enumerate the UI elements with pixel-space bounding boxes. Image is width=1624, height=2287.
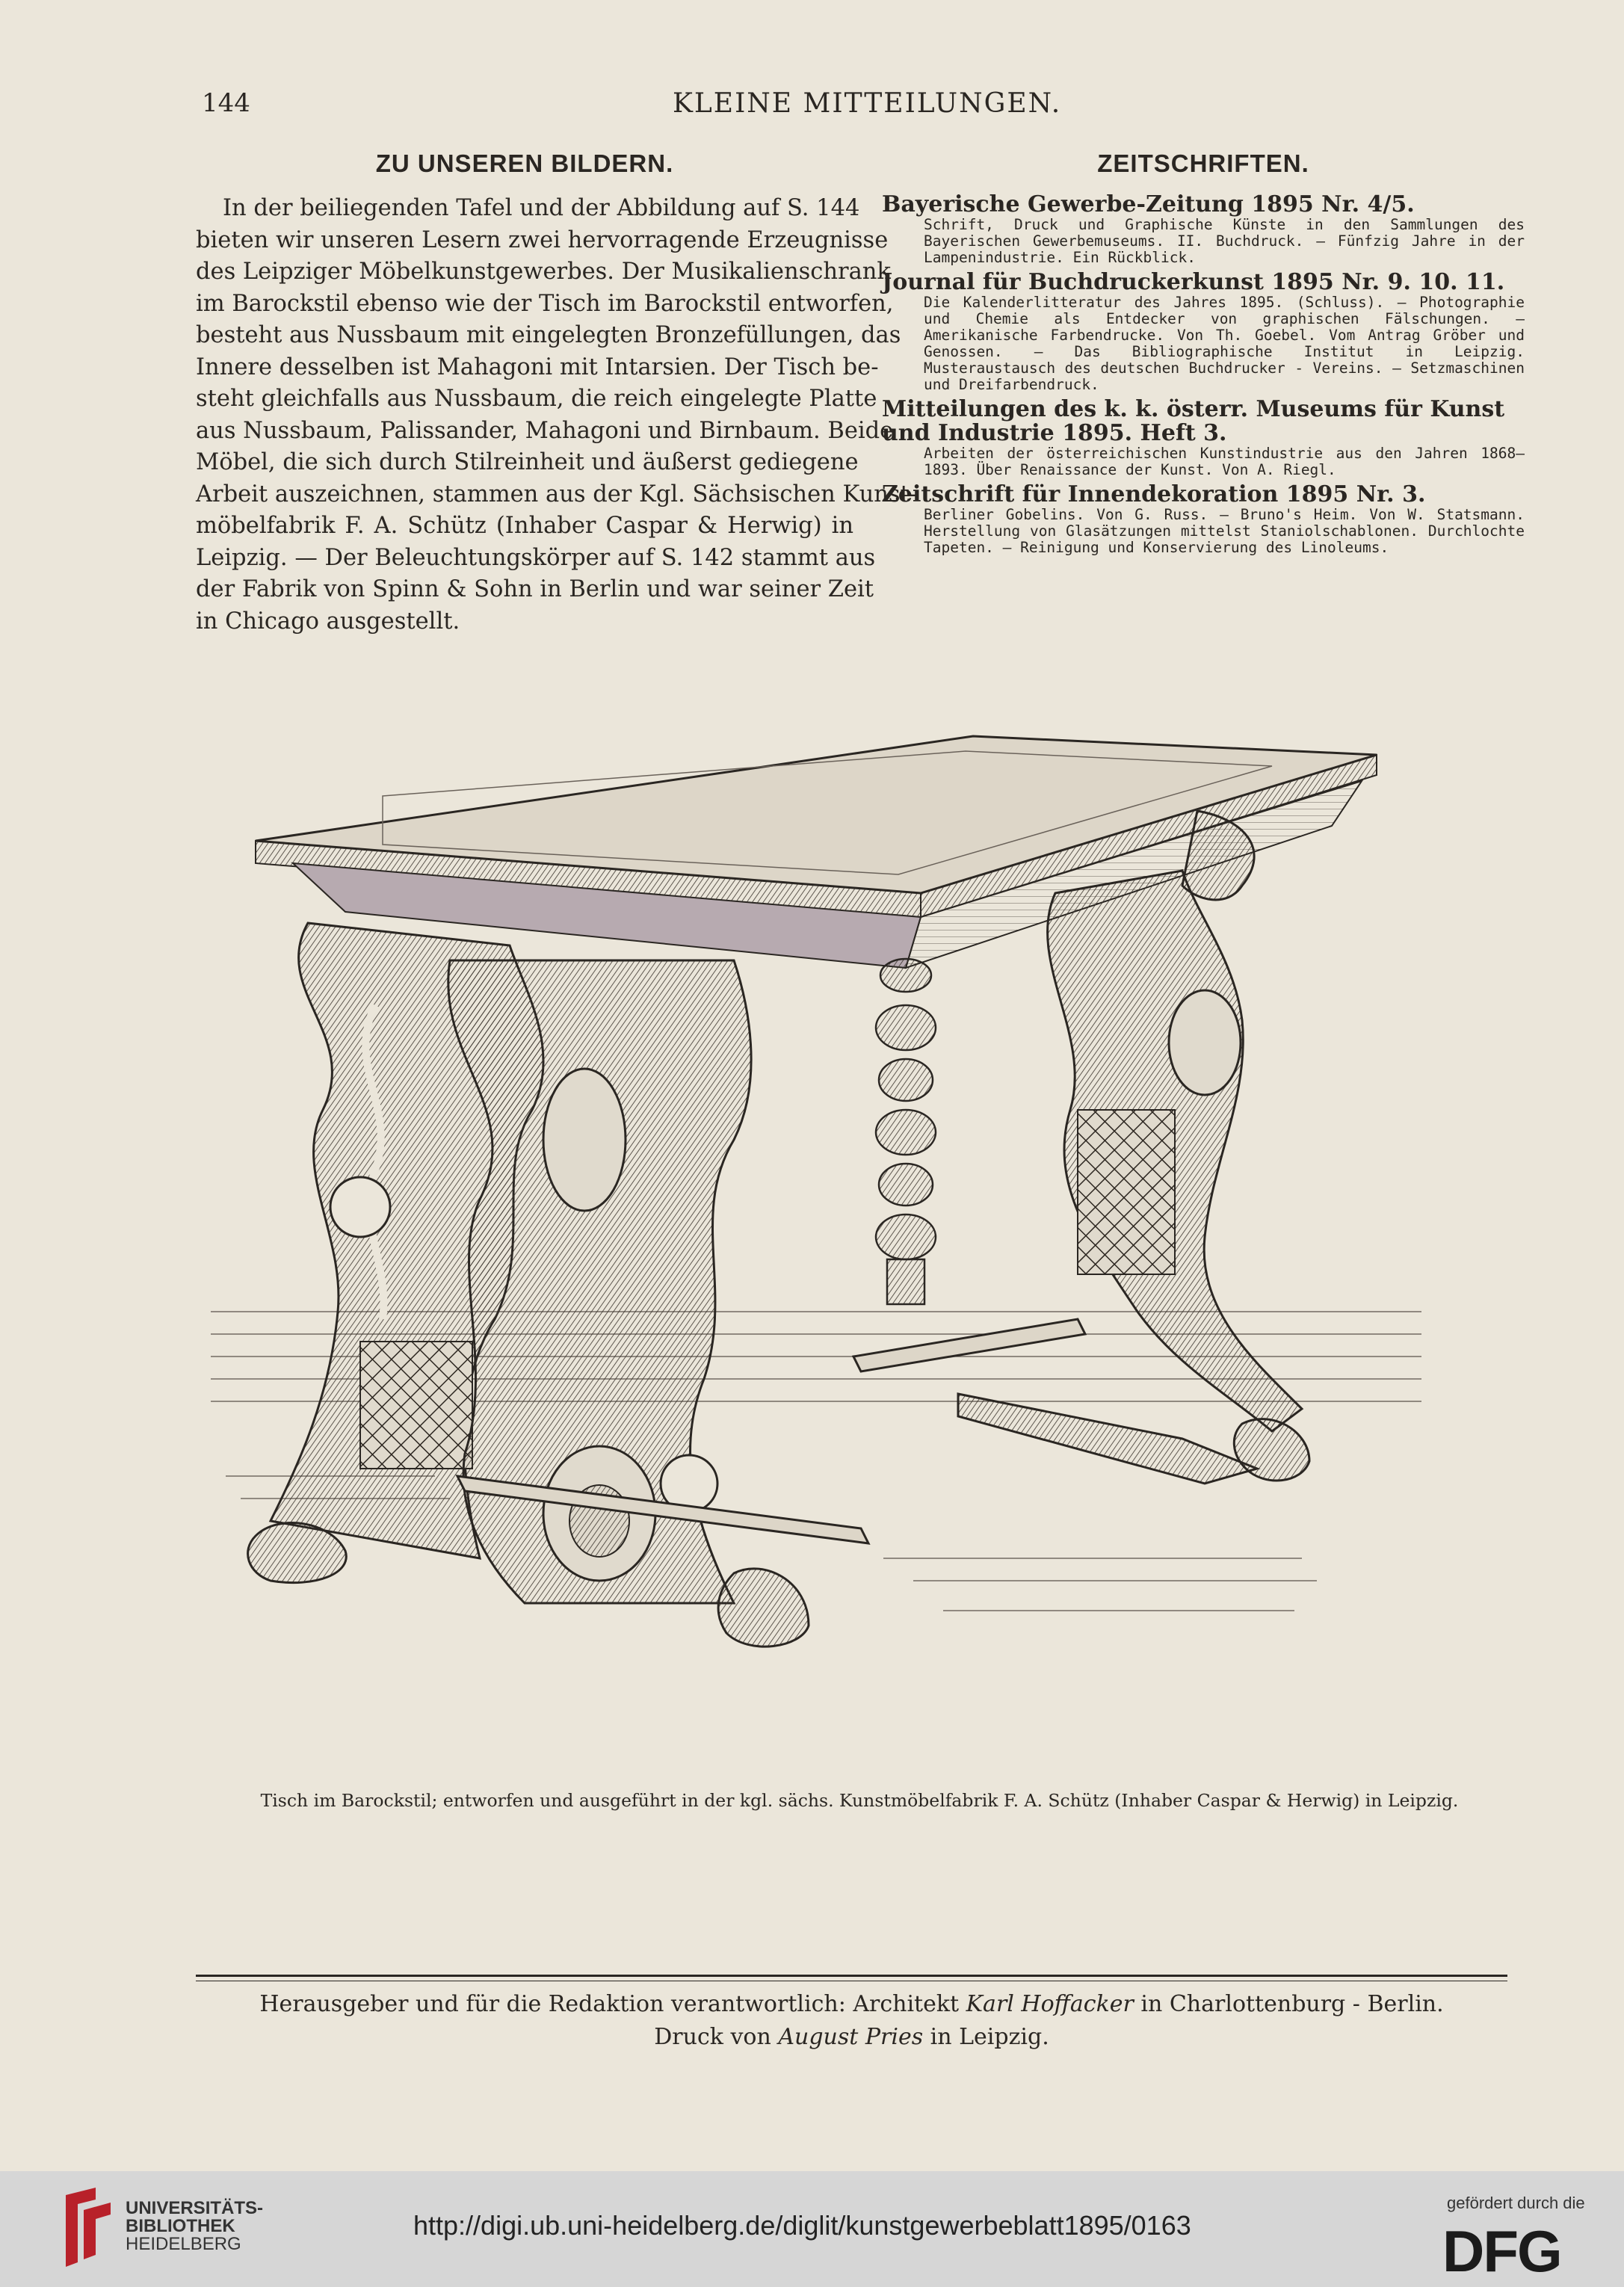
figure-caption: Tisch im Barockstil; entworfen und ausgeführt in der kgl. sächs. Kunstmöbelfabrik F. A. Schütz (Inhaber Caspar & Herwig) in Leipzig. [260, 1790, 1459, 1811]
printer-name: August Pries [778, 2024, 924, 2050]
periodical-contents: Berliner Gobelins. Von G. Russ. — Bruno's Heim. Von W. Statsmann. Herstellung von Glasätzungen mittelst Staniolschablonen. Durchlochte Tapeten. — Reinigung und Konservierung des Linoleums. [924, 506, 1525, 556]
imprint-editor-line [196, 1988, 1507, 2021]
left-column-heading: ZU UNSEREN BILDERN. [375, 149, 674, 177]
periodical-contents: Schrift, Druck und Graphische Künste in den Sammlungen des Bayerischen Gewerbemuseums. II. Buchdruck. — Fünfzig Jahre in der Lampenindustrie. Ein Rückblick. [924, 216, 1525, 266]
right-column [882, 149, 1525, 561]
funding-note: gefördert durch die [1447, 2194, 1585, 2212]
dfg-logo-text: DFG [1442, 2220, 1561, 2280]
permalink-url[interactable]: http://digi.ub.uni-heidelberg.de/diglit/kunstgewerbeblatt1895/0163 [413, 2210, 1191, 2241]
turned-column [876, 959, 936, 1304]
text-line: des Leipziger Möbelkunstgewerbes. Der Musikalienschrank [196, 259, 891, 285]
text-line: Arbeit auszeichnen, stammen aus der Kgl. Sächsischen Kunst- [196, 481, 918, 507]
text-line: der Fabrik von Spinn & Sohn in Berlin und war seiner Zeit [196, 576, 874, 602]
dfg-logo-icon [1442, 2220, 1592, 2280]
imprint [196, 1988, 1507, 2054]
periodical-title: Journal für Buchdruckerkunst 1895 Nr. 9. 10. 11. [882, 269, 1505, 295]
text-line: steht gleichfalls aus Nussbaum, die reich eingelegte Platte [196, 386, 877, 412]
left-column [196, 149, 918, 638]
imprint-printer-line [196, 2021, 1507, 2054]
periodical-contents: Arbeiten der österreichischen Kunstindustrie aus den Jahren 1868—1893. Über Renaissance der Kunst. Von A. Riegl. [924, 445, 1525, 478]
library-name-line: HEIDELBERG [126, 2234, 241, 2254]
left-column-text [196, 193, 918, 638]
library-name [126, 2200, 263, 2253]
text-line: Innere desselben ist Mahagoni mit Intarsien. Der Tisch be- [196, 354, 879, 380]
text-line: In der beiliegenden Tafel und der Abbildung auf S. 144 [223, 195, 860, 221]
periodical-title: Zeitschrift für Innendekoration 1895 Nr. 3. [882, 481, 1426, 507]
imprint-text: in Charlottenburg - Berlin. [1133, 1991, 1444, 2017]
periodical-entry [882, 193, 1525, 266]
imprint-text: in Leipzig. [923, 2024, 1049, 2050]
periodical-title: Mitteilungen des k. k. österr. Museums für Kunst und Industrie 1895. Heft 3. [882, 396, 1505, 446]
library-name-line: UNIVERSITÄTS- [126, 2198, 264, 2218]
text-line: bieten wir unseren Lesern zwei hervorragende Erzeugnisse [196, 226, 889, 253]
text-line: aus Nussbaum, Palissander, Mahagoni und Birnbaum. Beide [196, 417, 894, 444]
text-line: Leipzig. — Der Beleuchtungskörper auf S. 142 stammt aus [196, 544, 876, 571]
periodical-entry [882, 271, 1525, 393]
periodical-entry [882, 398, 1525, 478]
periodical-title: Bayerische Gewerbe-Zeitung 1895 Nr. 4/5. [882, 191, 1415, 217]
baroque-table-engraving [211, 721, 1421, 1715]
library-name-line: BIBLIOTHEK [126, 2216, 235, 2236]
editor-name: Karl Hoffacker [966, 1991, 1134, 2017]
page-number: 144 [202, 88, 250, 118]
text-line: Möbel, die sich durch Stilreinheit und äußerst gediegene [196, 449, 859, 475]
footer-rule [196, 1975, 1507, 1977]
running-head: KLEINE MITTEILUNGEN. [673, 88, 1062, 119]
text-line: im Barockstil ebenso wie der Tisch im Barockstil entworfen, [196, 290, 894, 317]
digitization-footer [0, 2171, 1624, 2287]
right-trestle-leg [1048, 811, 1302, 1431]
right-column-heading: ZEITSCHRIFTEN. [1097, 149, 1309, 177]
periodical-contents: Die Kalenderlitteratur des Jahres 1895. (Schluss). — Photographie und Chemie als Entdecker von graphischen Fälschungen. — Amerikanische Farbendrucke. Von Th. Goebel. Vom Antrag Gröber und Genossen. — Das Bibliographische Institut in Leipzig. Musteraustausch des deutschen Buchdrucker - Vereins. — Setzmaschinen und Dreifarbendruck. [924, 294, 1525, 393]
imprint-text: Druck von [654, 2024, 779, 2050]
text-line: möbelfabrik F. A. Schütz (Inhaber Caspar & Herwig) in [196, 513, 853, 539]
text-line: in Chicago ausgestellt. [196, 608, 460, 635]
university-library-logo-icon [58, 2188, 117, 2270]
imprint-text: Herausgeber und für die Redaktion verantwortlich: Architekt [259, 1991, 966, 2017]
periodical-entry [882, 483, 1525, 556]
text-line: besteht aus Nussbaum mit eingelegten Bronzefüllungen, das [196, 322, 901, 348]
